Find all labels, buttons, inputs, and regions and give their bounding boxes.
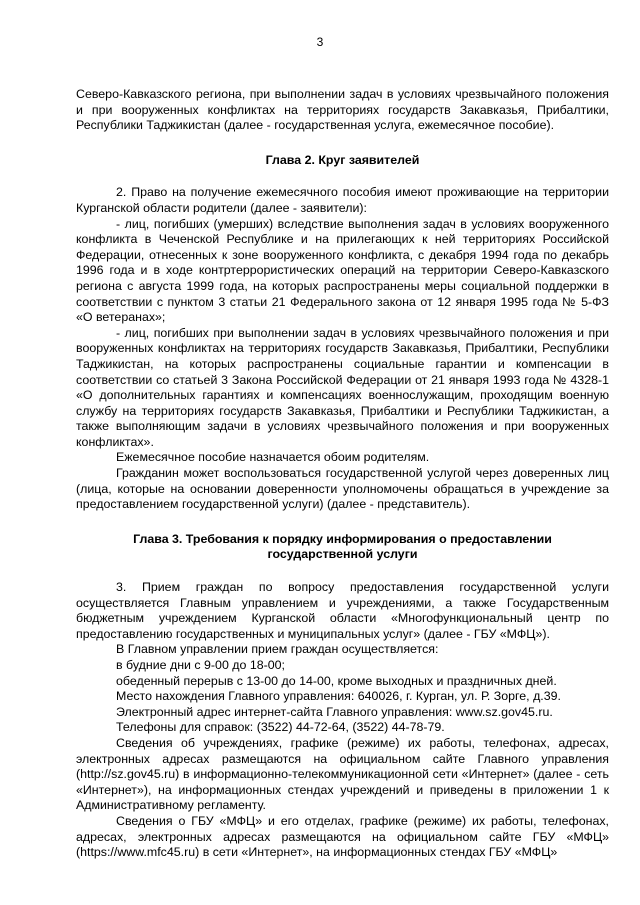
intro-paragraph: Северо-Кавказского региона, при выполнении задач в условиях чрезвычайного положения и при вооруженных конфликтах на территориях государств Закавказья, Прибалтики, Республики Таджикистан (далее - государственная услуга, ежемесячное пособие). [76, 87, 609, 133]
chapter-3-paragraph: 3. Прием граждан по вопросу предоставления государственной услуги осуществляется Главным управлением и учреждениями, а также Государственным бюджетным учреждением Курганской области «Многофункциональный центр по предоставлению государственных и муниципальных услуг» (далее - ГБУ «МФЦ»). [76, 580, 609, 641]
chapter-3-paragraph: В Главном управлении прием граждан осуществляется: [116, 642, 439, 657]
chapter-3-paragraph: Электронный адрес интернет-сайта Главного управления: www.sz.gov45.ru. [116, 704, 553, 719]
chapter-2-paragraph: - лиц, погибших (умерших) вследствие выполнения задач в условиях вооруженного конфликта в Чеченской Республике и на прилегающих к ней территориях Российской Федерации, отнесенных к зоне вооруженного конфликта, с декабря 1994 года по декабрь 1996 года и в ходе контртеррористических операций на территории Северо-Кавказского региона с августа 1999 года, на которых распространены меры социальной поддержки в соответствии с пунктом 3 статьи 21 Федерального закона от 12 января 1995 года № 5-ФЗ «О ветеранах»; [76, 216, 609, 325]
chapter-2-paragraph: Ежемесячное пособие назначается обоим родителям. [116, 450, 430, 465]
chapter-3-paragraph: Сведения о ГБУ «МФЦ» и его отделах, графике (режиме) их работы, телефонах, адресах, электронных адресах размещаются на официальном сайте ГБУ «МФЦ» (https://www.mfc45.ru) в сети «Интернет», на информационных стендах ГБУ «МФЦ» [76, 813, 609, 860]
chapter-3-paragraph: обеденный перерыв с 13-00 до 14-00, кроме выходных и праздничных дней. [116, 673, 557, 688]
page-number: 3 [316, 35, 324, 49]
chapter-2-heading: Глава 2. Круг заявителей [265, 152, 420, 167]
chapter-3-paragraph: в будние дни с 9-00 до 18-00; [116, 658, 285, 672]
chapter-3-paragraph: Сведения об учреждениях, графике (режиме) их работы, телефонах, адресах, электронных адресах размещаются на официальном сайте Главного управления (http://sz.gov45.ru) в информационно-телекоммуникационной сети «Интернет» (далее - сеть «Интернет»), на информационных стендах учреждений и приведены в приложении 1 к Административному регламенту. [76, 735, 609, 813]
chapter-2-paragraph: 2. Право на получение ежемесячного пособия имеют проживающие на территории Курганской области родители (далее - заявители): [76, 185, 609, 215]
chapter-3-paragraph: Телефоны для справок: (3522) 44-72-64, (3522) 44-78-79. [116, 720, 445, 735]
document-body [76, 87, 609, 861]
chapter-2-paragraph: Гражданин может воспользоваться государственной услугой через доверенных лиц (лица, которые на основании доверенности уполномочены обращаться в учреждение за предоставлением государственной услуги) (далее - представитель). [76, 466, 609, 512]
chapter-3-paragraph: Место нахождения Главного управления: 640026, г. Курган, ул. Р. Зорге, д.39. [116, 689, 561, 704]
chapter-3-heading: Глава 3. Требования к порядку информирования о предоставлении государственной услуги [133, 531, 552, 562]
chapter-2-paragraph: - лиц, погибших при выполнении задач в условиях чрезвычайного положения и при вооруженных конфликтах на территориях государств Закавказья, Прибалтики, Республики Таджикистан, на которых распространены социальные гарантии и компенсации в соответствии со статьей 3 Закона Российской Федерации от 21 января 1993 года № 4328-1 «О дополнительных гарантиях и компенсациях военнослужащим, проходящим военную службу на территориях государств Закавказья, Прибалтики и Республики Таджикистан, а также выполняющим задачи в условиях чрезвычайного положения и при вооруженных конфликтах». [76, 325, 609, 449]
